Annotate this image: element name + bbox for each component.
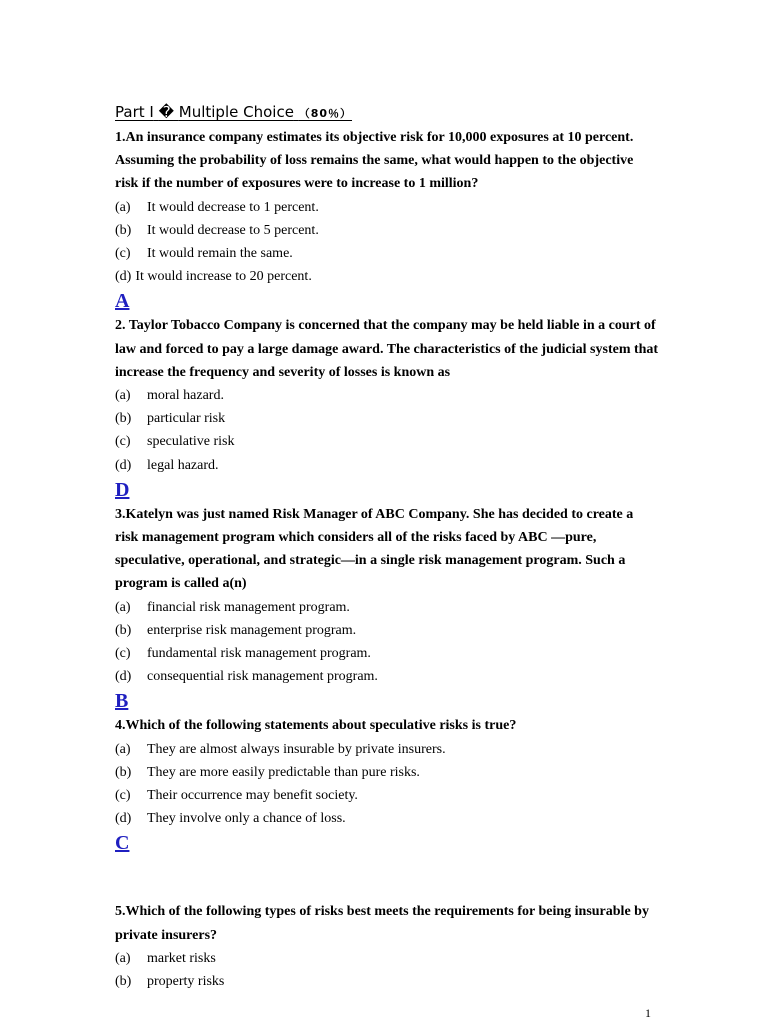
- question-block: [115, 900, 660, 993]
- answer-key: B: [115, 690, 129, 713]
- option-a: (a) It would decrease to 1 percent.: [115, 199, 319, 215]
- option-b: (b) enterprise risk management program.: [115, 622, 357, 638]
- question-block: [115, 314, 660, 502]
- heading-percent: （80％）: [298, 107, 353, 120]
- option-a: (a) market risks: [115, 950, 216, 966]
- option-d: (d) They involve only a chance of loss.: [115, 811, 346, 827]
- option-c: (c) It would remain the same.: [115, 246, 293, 262]
- option-b: (b) They are more easily predictable than pure risks.: [115, 764, 420, 780]
- question-block: [115, 126, 660, 314]
- option-a: (a) They are almost always insurable by private insurers.: [115, 741, 446, 757]
- option-d: (d) consequential risk management program.: [115, 669, 378, 685]
- option-d: (d) It would increase to 20 percent.: [115, 269, 312, 285]
- document-page: [115, 100, 660, 993]
- question-text: 5.Which of the following types of risks best meets the requirements for being insurable by private insurers?: [115, 904, 649, 943]
- question-text: 1.An insurance company estimates its objective risk for 10,000 exposures at 10 percent. Assuming the probability of loss remains the same, what would happen to the objective risk if the number of exposures were to increase to 1 million?: [115, 130, 634, 192]
- question-block: [115, 714, 660, 856]
- question-text: 2. Taylor Tobacco Company is concerned that the company may be held liable in a court of law and forced to pay a large damage award. The characteristics of the judicial system that increase the frequency and severity of losses is known as: [115, 318, 659, 380]
- option-c: (c) Their occurrence may benefit society.: [115, 788, 358, 804]
- option-a: (a) moral hazard.: [115, 388, 224, 404]
- option-d: (d) legal hazard.: [115, 457, 219, 473]
- page-number: 1: [645, 1006, 651, 1020]
- option-c: (c) fundamental risk management program.: [115, 646, 371, 662]
- answer-key: A: [115, 290, 130, 313]
- option-b: (b) particular risk: [115, 411, 226, 427]
- question-text: 4.Which of the following statements about speculative risks is true?: [115, 718, 517, 734]
- heading-part: Part I: [115, 103, 154, 121]
- option-c: (c) speculative risk: [115, 434, 235, 450]
- option-a: (a) financial risk management program.: [115, 599, 350, 615]
- option-b: (b) property risks: [115, 974, 225, 990]
- answer-key: D: [115, 478, 130, 501]
- section-heading: [115, 100, 352, 126]
- heading-separator: �: [158, 103, 174, 121]
- option-b: (b) It would decrease to 5 percent.: [115, 222, 319, 238]
- question-block: [115, 503, 660, 715]
- answer-key: C: [115, 832, 130, 855]
- question-text: 3.Katelyn was just named Risk Manager of ABC Company. She has decided to create a risk management program which considers all of the risks faced by ABC —pure, speculative, operational, and strategic—in a single risk management program. Such a program is called a(n): [115, 506, 634, 592]
- spacer: [115, 856, 660, 900]
- heading-title: Multiple Choice: [178, 103, 294, 121]
